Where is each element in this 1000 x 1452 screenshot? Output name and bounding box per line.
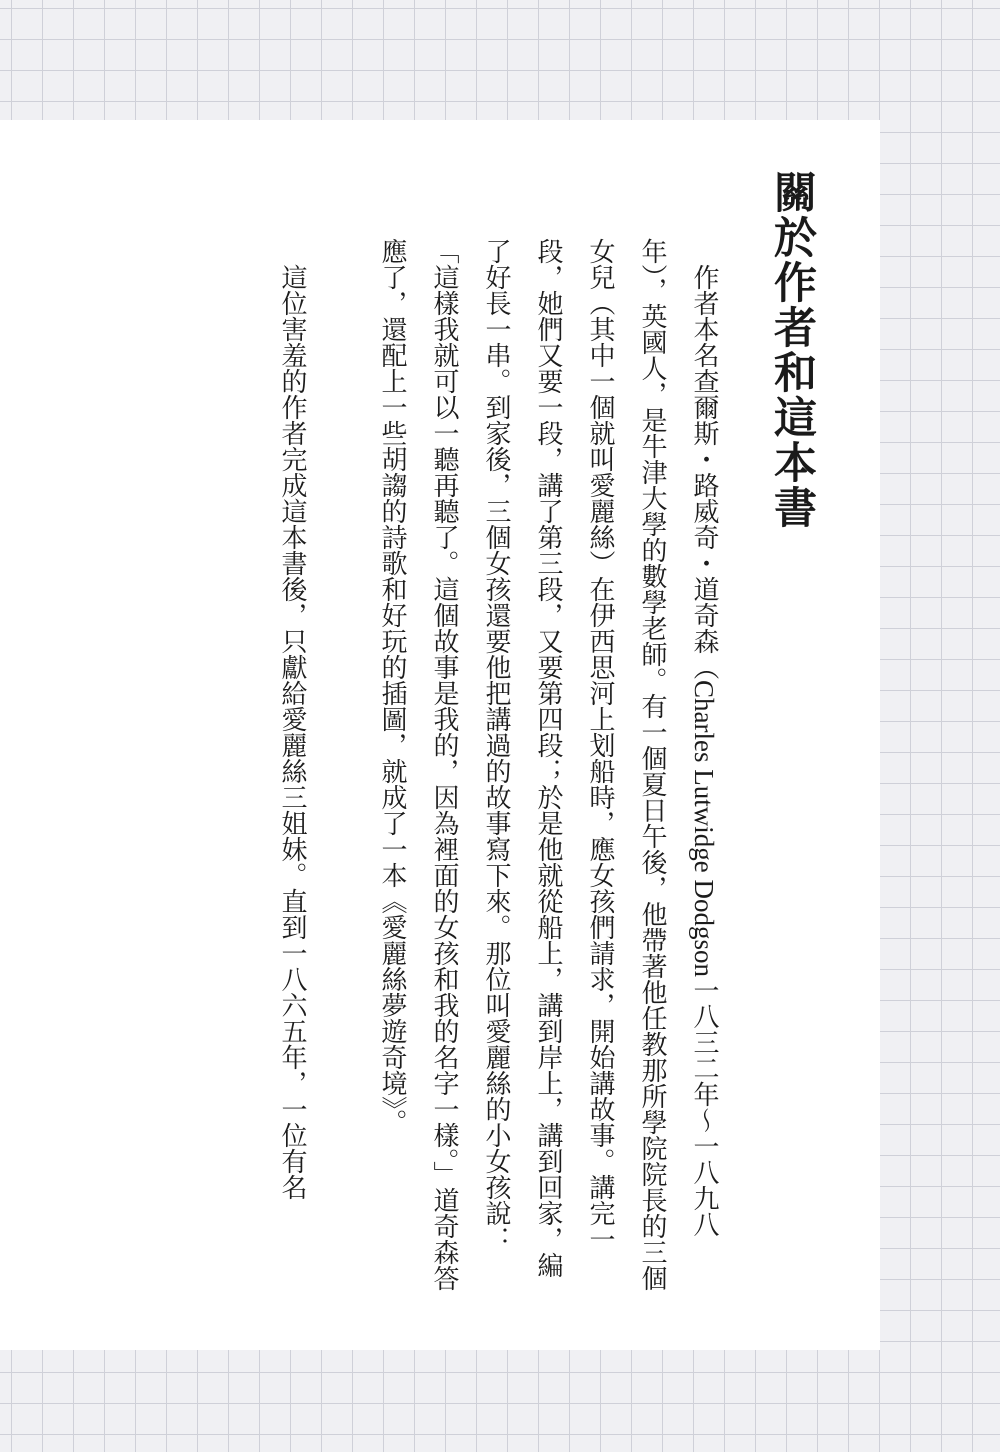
page-title: 關於作者和這本書	[767, 170, 817, 530]
paragraph-1-part1: 作者本名查爾斯・路威奇・道奇森（	[689, 264, 719, 680]
paragraph-2: 這位害羞的作者完成這本書後，只獻給愛麗絲三姐妹。直到一八六五年，一位有名	[277, 264, 307, 1200]
author-latin-name: Charles Lutwidge Dodgson	[689, 680, 719, 977]
paragraph-1-part2: 一八三二年～一八九八年），英國人，是牛津大學的數學老師。有一個夏日午後，他帶著他任教那所學院院長的三個女兒（其中一個就叫愛麗絲）在伊西思河上划船時，應女孩們請求，開始講故事。講完一段，她們又要一段，講了第三段，又要第四段；於是他就從船上，講到岸上，講到回家，編了好長一串。到家後，三個女孩還要他把講過的故事寫下來。那位叫愛麗絲的小女孩說：「這樣我就可以一聽再聽了。這個故事是我的，因為裡面的女孩和我的名字一樣。」道奇森答應了，還配上一些胡謅的詩歌和好玩的插圖，就成了一本《愛麗絲夢遊奇境》。	[377, 238, 719, 1291]
paragraph-gap	[318, 238, 366, 1298]
paragraph-1	[366, 238, 730, 1298]
body-text	[266, 238, 730, 1298]
